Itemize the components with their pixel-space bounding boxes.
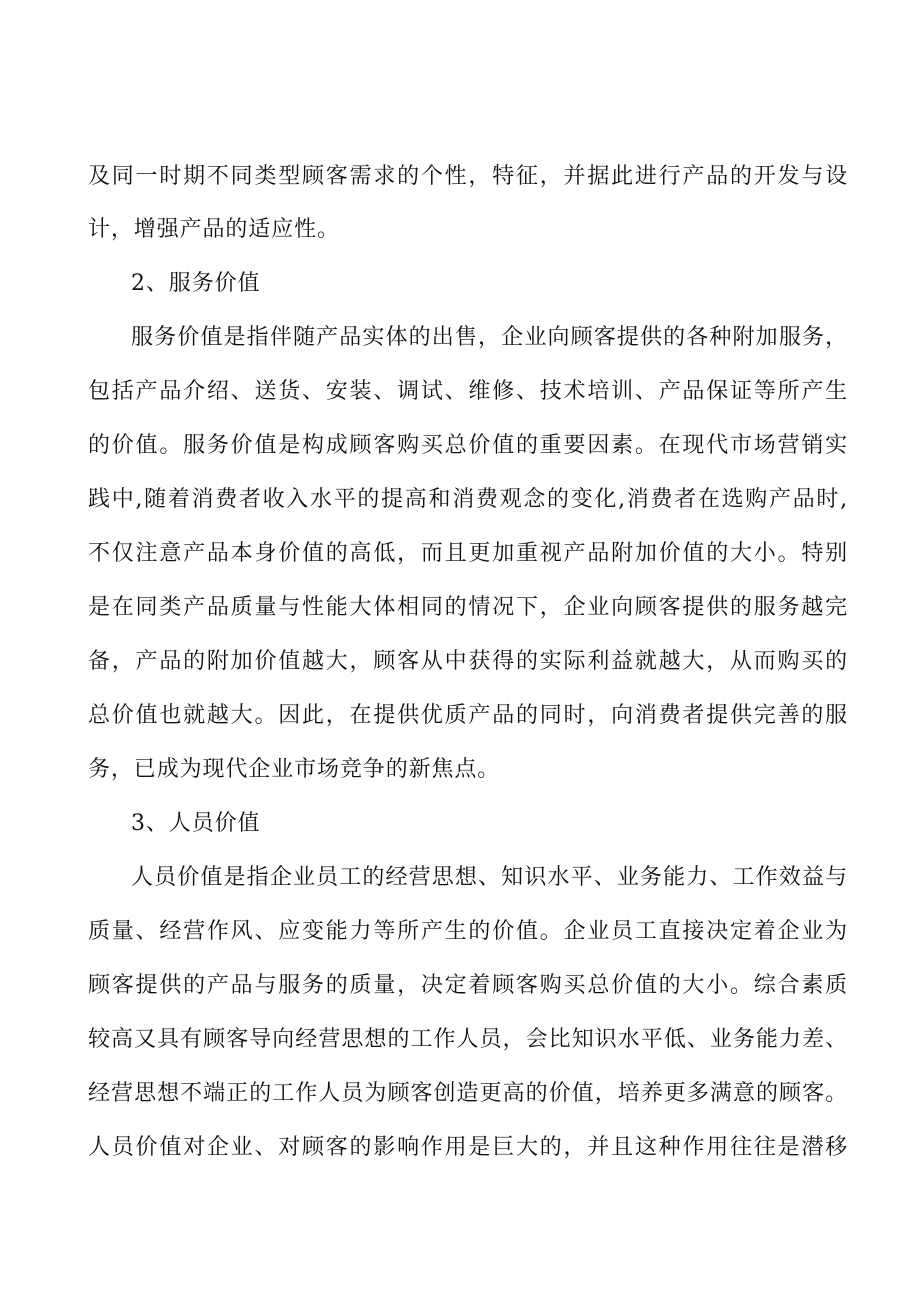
paragraph-line: 质量、经营作风、应变能力等所产生的价值。企业员工直接决定着企业为 bbox=[88, 919, 848, 944]
paragraph-line: 务，已成为现代企业市场竞争的新焦点。 bbox=[88, 757, 501, 782]
paragraph-line: 人员价值是指企业员工的经营思想、知识水平、业务能力、工作效益与 bbox=[131, 865, 848, 890]
paragraph-line: 顾客提供的产品与服务的质量，决定着顾客购买总价值的大小。综合素质 bbox=[88, 973, 848, 998]
section-heading: 2、服务价值 bbox=[131, 271, 261, 296]
paragraph-line: 的价值。服务价值是构成顾客购买总价值的重要因素。在现代市场营销实 bbox=[88, 433, 848, 458]
paragraph-line: 人员价值对企业、对顾客的影响作用是巨大的，并且这种作用往往是潜移 bbox=[88, 1135, 848, 1160]
paragraph-line: 计，增强产品的适应性。 bbox=[88, 217, 340, 242]
paragraph-line: 不仅注意产品本身价值的高低，而且更加重视产品附加价值的大小。特别 bbox=[88, 541, 848, 566]
paragraph-line: 包括产品介绍、送货、安装、调试、维修、技术培训、产品保证等所产生 bbox=[88, 379, 848, 404]
paragraph-line: 是在同类产品质量与性能大体相同的情况下，企业向顾客提供的服务越完 bbox=[88, 595, 848, 620]
paragraph-line: 践中,随着消费者收入水平的提高和消费观念的变化,消费者在选购产品时, bbox=[88, 487, 848, 512]
paragraph-line: 经营思想不端正的工作人员为顾客创造更高的价值，培养更多满意的顾客。 bbox=[88, 1081, 848, 1106]
paragraph-line: 备，产品的附加价值越大，顾客从中获得的实际利益就越大，从而购买的 bbox=[88, 649, 848, 674]
paragraph-line: 服务价值是指伴随产品实体的出售，企业向顾客提供的各种附加服务， bbox=[131, 325, 848, 350]
paragraph-line: 及同一时期不同类型顾客需求的个性，特征，并据此进行产品的开发与设 bbox=[88, 164, 848, 189]
paragraph-line: 总价值也就越大。因此，在提供优质产品的同时，向消费者提供完善的服 bbox=[88, 703, 848, 728]
section-heading: 3、人员价值 bbox=[131, 811, 261, 836]
paragraph-line: 较高又具有顾客导向经营思想的工作人员，会比知识水平低、业务能力差、 bbox=[88, 1027, 848, 1052]
